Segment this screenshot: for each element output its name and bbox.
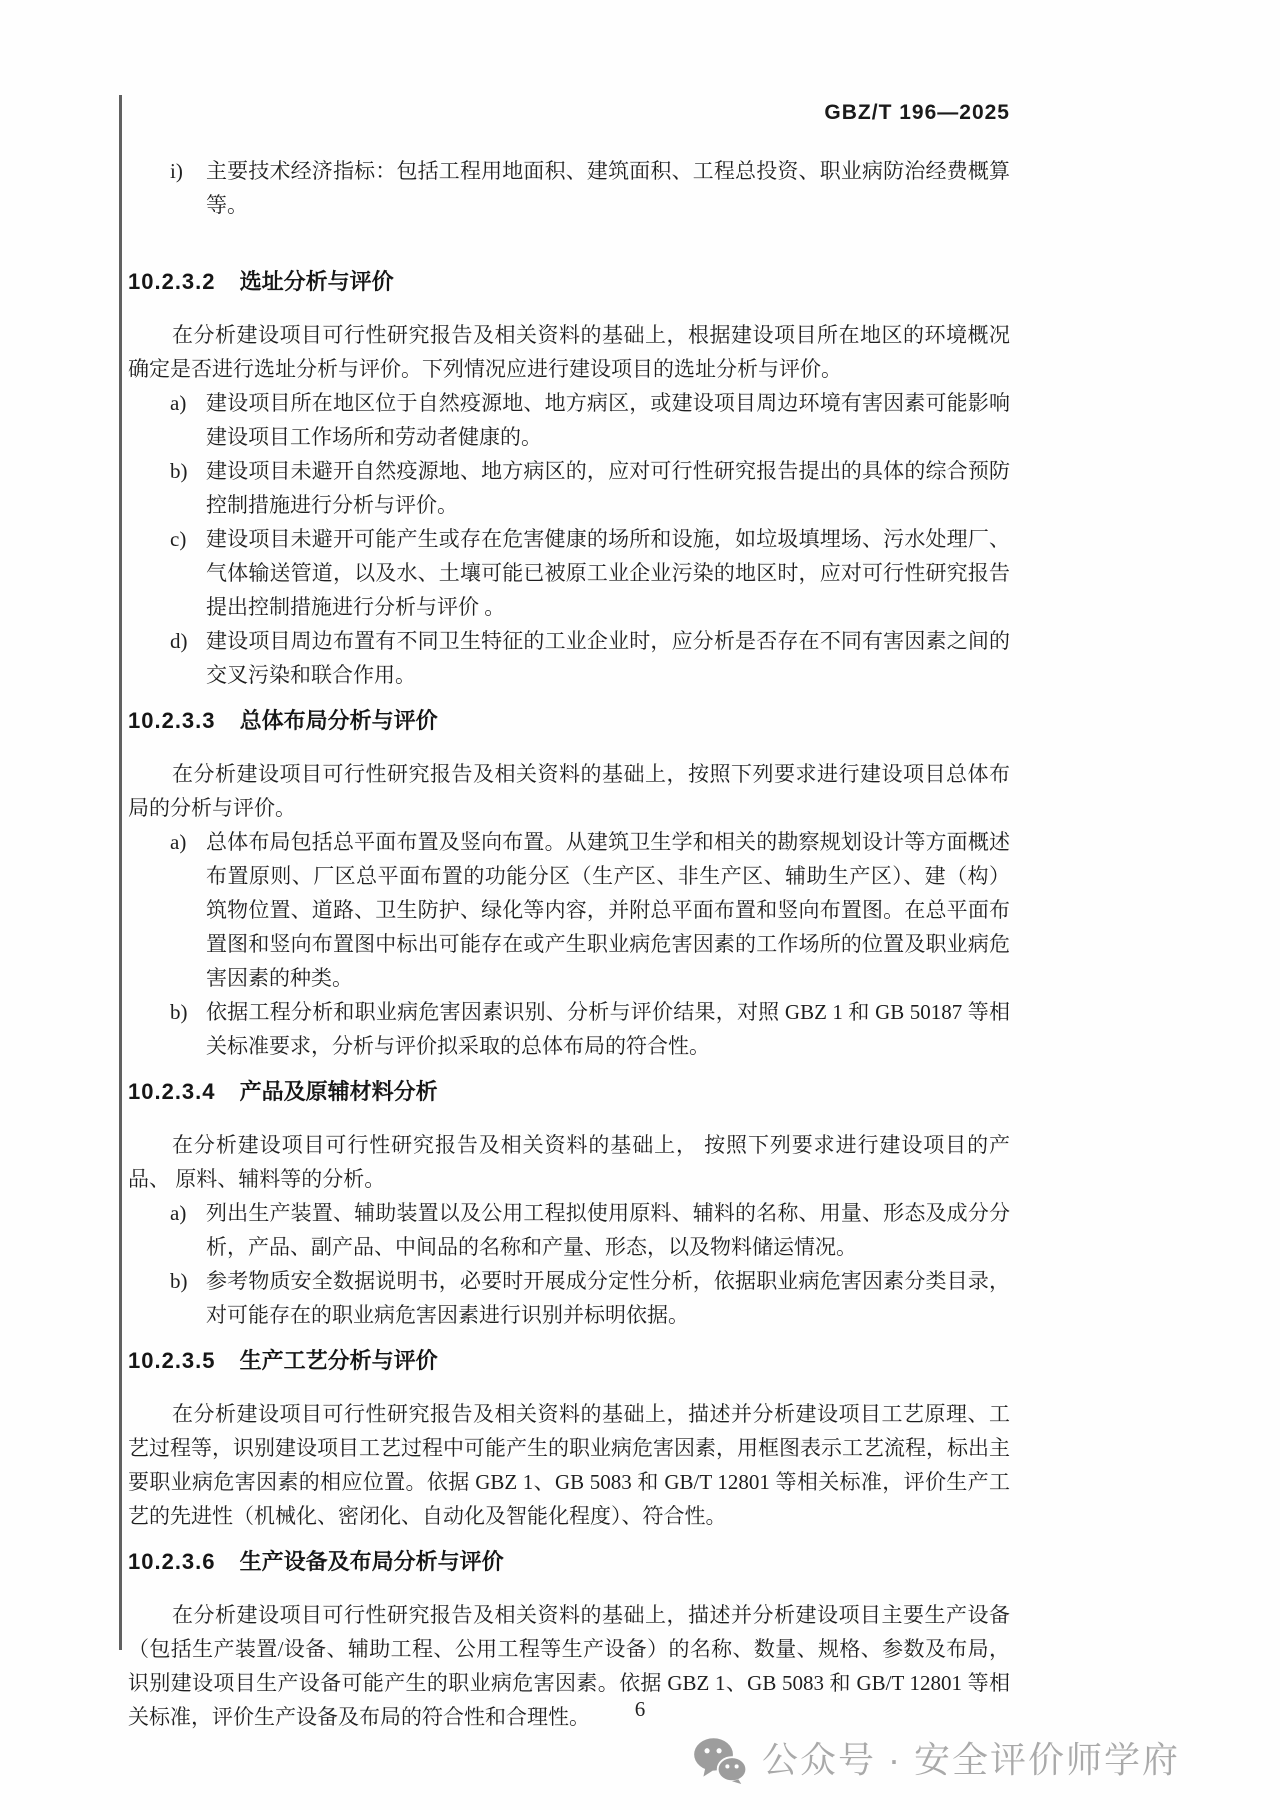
list-item-label: a) xyxy=(170,830,187,854)
list-item xyxy=(128,154,1010,222)
list-item-text: 建设项目周边布置有不同卫生特征的工业企业时，应分析是否存在不同有害因素之间的交叉污染和联合作用。 xyxy=(206,629,1010,687)
standard-number-header: GBZ/T 196—2025 xyxy=(824,101,1010,124)
footer-watermark xyxy=(692,1736,1180,1784)
list-item-label: c) xyxy=(170,527,187,551)
section-number: 10.2.3.2 xyxy=(128,269,216,294)
list-item-text: 主要技术经济指标：包括工程用地面积、建筑面积、工程总投资、职业病防治经费概算等。 xyxy=(206,159,1010,217)
section-paragraph: 在分析建设项目可行性研究报告及相关资料的基础上， 按照下列要求进行建设项目的产品、 原料、辅料等的分析。 xyxy=(128,1133,1010,1191)
list-item xyxy=(128,386,1010,454)
list-item-text: 建设项目未避开自然疫源地、地方病区的，应对可行性研究报告提出的具体的综合预防控制措施进行分析与评价。 xyxy=(206,459,1010,517)
list-item-text: 依据工程分析和职业病危害因素识别、分析与评价结果，对照 GBZ 1 和 GB 50187 等相关标准要求，分析与评价拟采取的总体布局的符合性。 xyxy=(206,1000,1010,1058)
section-number: 10.2.3.5 xyxy=(128,1348,216,1373)
section-heading xyxy=(128,268,1010,296)
section-title: 生产设备及布局分析与评价 xyxy=(239,1549,504,1574)
section-heading xyxy=(128,707,1010,735)
section-heading xyxy=(128,1078,1010,1106)
list-item xyxy=(128,995,1010,1063)
list-item xyxy=(128,825,1010,995)
section-paragraph: 在分析建设项目可行性研究报告及相关资料的基础上，根据建设项目所在地区的环境概况确定是否进行选址分析与评价。下列情况应进行建设项目的选址分析与评价。 xyxy=(128,323,1010,381)
section-paragraph: 在分析建设项目可行性研究报告及相关资料的基础上，描述并分析建设项目工艺原理、工艺过程等，识别建设项目工艺过程中可能产生的职业病危害因素，用框图表示工艺流程，标出主要职业病危害因素的相应位置。依据 GBZ 1、GB 5083 和 GB/T 12801 等相关标准，评价生产工艺的先进性（机械化、密闭化、自动化及智能化程度）、符合性。 xyxy=(128,1402,1010,1528)
section-heading xyxy=(128,1548,1010,1576)
list-item-label: d) xyxy=(170,629,188,653)
section-title: 选址分析与评价 xyxy=(239,269,394,294)
list-item-label: i) xyxy=(170,159,183,183)
list-item-label: b) xyxy=(170,1269,188,1293)
watermark-text: 公众号 · 安全评价师学府 xyxy=(762,1739,1180,1780)
section-title: 生产工艺分析与评价 xyxy=(239,1348,438,1373)
section-number: 10.2.3.6 xyxy=(128,1549,216,1574)
list-item xyxy=(128,1196,1010,1264)
list-item xyxy=(128,522,1010,624)
section-title: 产品及原辅材料分析 xyxy=(239,1079,438,1104)
scan-fold-line xyxy=(119,95,122,1650)
page-number: 6 xyxy=(634,1697,646,1721)
section-title: 总体布局分析与评价 xyxy=(239,708,438,733)
section-heading xyxy=(128,1347,1010,1375)
section-paragraph: 在分析建设项目可行性研究报告及相关资料的基础上，描述并分析建设项目主要生产设备（包括生产装置/设备、辅助工程、公用工程等生产设备）的名称、数量、规格、参数及布局，识别建设项目生产设备可能产生的职业病危害因素。依据 GBZ 1、GB 5083 和 GB/T 12801 等相关标准，评价生产设备及布局的符合性和合理性。 xyxy=(128,1603,1010,1729)
list-item-text: 列出生产装置、辅助装置以及公用工程拟使用原料、辅料的名称、用量、形态及成分分析，产品、副产品、中间品的名称和产量、形态，以及物料储运情况。 xyxy=(206,1201,1010,1259)
list-item-label: a) xyxy=(170,391,187,415)
list-item-text: 总体布局包括总平面布置及竖向布置。从建筑卫生学和相关的勘察规划设计等方面概述布置原则、厂区总平面布置的功能分区（生产区、非生产区、辅助生产区）、建（构）筑物位置、道路、卫生防护、绿化等内容，并附总平面布置和竖向布置图。在总平面布置图和竖向布置图中标出可能存在或产生职业病危害因素的工作场所的位置及职业病危害因素的种类。 xyxy=(206,830,1010,990)
list-item-text: 建设项目未避开可能产生或存在危害健康的场所和设施，如垃圾填埋场、污水处理厂、气体输送管道，以及水、土壤可能已被原工业企业污染的地区时，应对可行性研究报告提出控制措施进行分析与评价 。 xyxy=(206,527,1010,619)
list-item-label: b) xyxy=(170,1000,188,1024)
section-number: 10.2.3.3 xyxy=(128,708,216,733)
list-item-text: 建设项目所在地区位于自然疫源地、地方病区，或建设项目周边环境有害因素可能影响建设项目工作场所和劳动者健康的。 xyxy=(206,391,1010,449)
list-item xyxy=(128,454,1010,522)
wechat-icon xyxy=(692,1736,748,1784)
list-item-label: a) xyxy=(170,1201,187,1225)
list-item xyxy=(128,624,1010,692)
page-content xyxy=(128,0,1010,1734)
list-item-label: b) xyxy=(170,459,188,483)
list-item-text: 参考物质安全数据说明书，必要时开展成分定性分析，依据职业病危害因素分类目录，对可能存在的职业病危害因素进行识别并标明依据。 xyxy=(206,1269,1010,1327)
section-paragraph: 在分析建设项目可行性研究报告及相关资料的基础上，按照下列要求进行建设项目总体布局的分析与评价。 xyxy=(128,762,1010,820)
list-item xyxy=(128,1264,1010,1332)
section-number: 10.2.3.4 xyxy=(128,1079,216,1104)
